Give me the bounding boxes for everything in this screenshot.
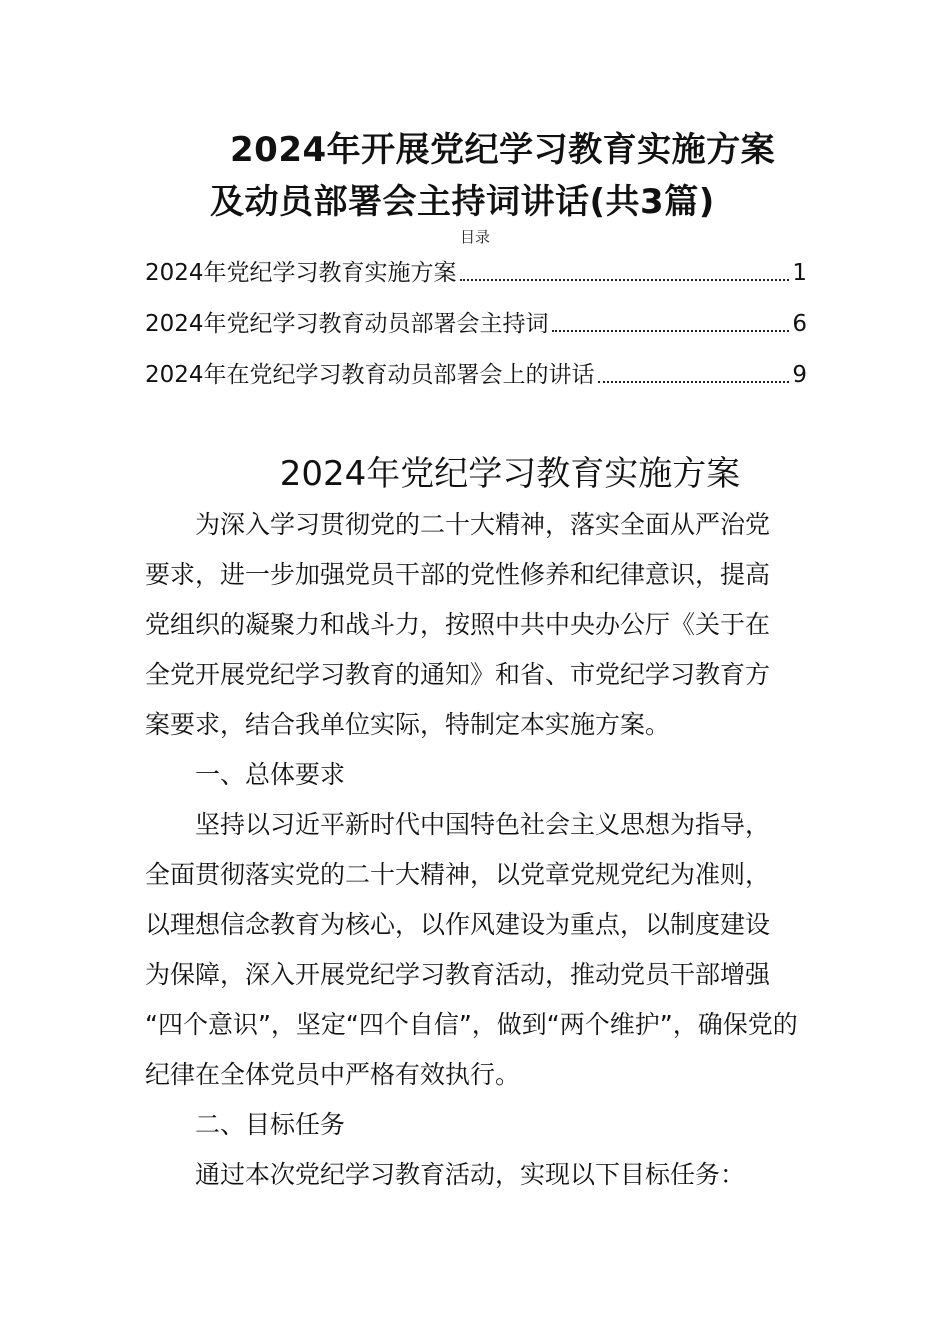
paragraph-line: 全党开展党纪学习教育的通知》和省、市党纪学习教育方: [145, 660, 771, 689]
toc-entry-text: 2024年在党纪学习教育动员部署会上的讲话: [145, 362, 595, 388]
toc-entry-page: 6: [792, 311, 807, 337]
toc-dot-leader: [460, 279, 790, 281]
paragraph-line: 为保障，深入开展党纪学习教育活动，推动党员干部增强: [145, 960, 771, 989]
document-title-line-2: 及动员部署会主持词讲话(共3篇): [210, 182, 715, 222]
paragraph-line: 为深入学习贯彻党的二十大精神，落实全面从严治党: [195, 510, 771, 539]
document-title-line-1: 2024年开展党纪学习教育实施方案: [230, 130, 776, 170]
subheading: 二、目标任务: [195, 1110, 346, 1139]
toc-entry[interactable]: [145, 256, 807, 288]
toc-dot-leader: [598, 381, 790, 383]
toc-entry[interactable]: [145, 307, 807, 339]
section-title: 2024年党纪学习教育实施方案: [279, 454, 741, 494]
paragraph-line: 纪律在全体党员中严格有效执行。: [145, 1060, 521, 1089]
paragraph-line: 党组织的凝聚力和战斗力，按照中共中央办公厅《关于在: [145, 610, 771, 639]
toc-entry-page: 9: [792, 362, 807, 388]
toc-heading: 目录: [459, 228, 490, 246]
toc-dot-leader: [552, 330, 790, 332]
paragraph-line: 坚持以习近平新时代中国特色社会主义思想为指导，: [195, 810, 771, 839]
paragraph-line: 通过本次党纪学习教育活动，实现以下目标任务：: [195, 1160, 746, 1189]
paragraph-line: 以理想信念教育为核心，以作风建设为重点，以制度建设: [145, 910, 771, 939]
subheading: 一、总体要求: [195, 760, 346, 789]
paragraph-line: 要求，进一步加强党员干部的党性修养和纪律意识，提高: [145, 560, 771, 589]
toc-entry-text: 2024年党纪学习教育动员部署会主持词: [145, 311, 549, 337]
paragraph-line: “四个意识”，坚定“四个自信”，做到“两个维护”，确保党的: [145, 1010, 798, 1039]
paragraph-line: 全面贯彻落实党的二十大精神，以党章党规党纪为准则，: [145, 860, 771, 889]
paragraph-line: 案要求，结合我单位实际，特制定本实施方案。: [145, 710, 671, 739]
toc-entry[interactable]: [145, 358, 807, 390]
toc-entry-page: 1: [792, 260, 807, 286]
toc-entry-text: 2024年党纪学习教育实施方案: [145, 260, 457, 286]
